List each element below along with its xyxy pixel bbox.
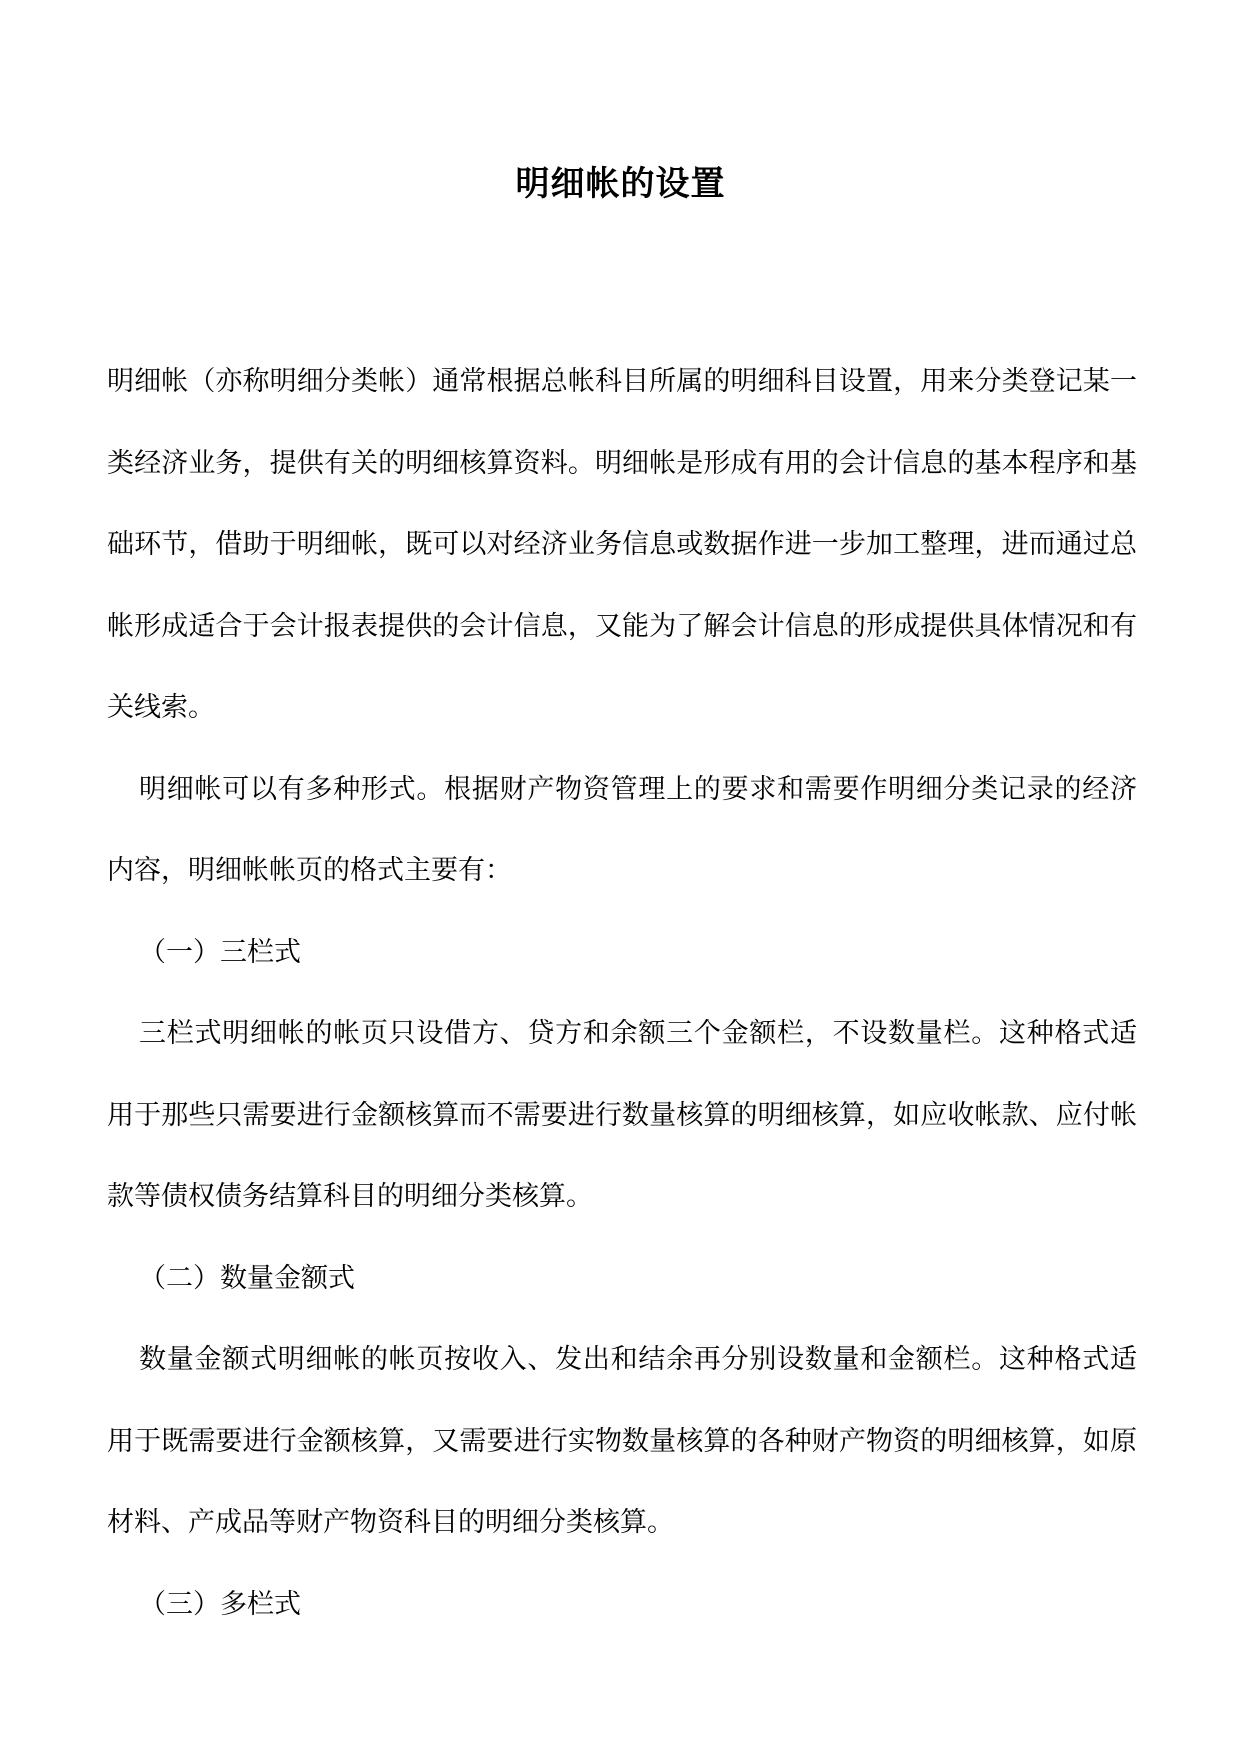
- document-body: [107, 341, 1137, 1645]
- paragraph-intro: 明细帐（亦称明细分类帐）通常根据总帐科目所属的明细科目设置，用来分类登记某一类经济业务，提供有关的明细核算资料。明细帐是形成有用的会计信息的基本程序和基础环节，借助于明细帐，既可以对经济业务信息或数据作进一步加工整理，进而通过总帐形成适合于会计报表提供的会计信息，又能为了解会计信息的形成提供具体情况和有关线索。: [107, 366, 1137, 723]
- section-heading-multi-column: （三）多栏式: [139, 1588, 301, 1620]
- page-title: 明细帐的设置: [515, 164, 726, 204]
- paragraph-three-column: 三栏式明细帐的帐页只设借方、贷方和余额三个金额栏，不设数量栏。这种格式适用于那些只需要进行金额核算而不需要进行数量核算的明细核算，如应收帐款、应付帐款等债权债务结算科目的明细分类核算。: [107, 1018, 1137, 1212]
- section-heading-quantity-amount: （二）数量金额式: [139, 1262, 355, 1294]
- paragraph-quantity-amount: 数量金额式明细帐的帐页按收入、发出和结余再分别设数量和金额栏。这种格式适用于既需要进行金额核算，又需要进行实物数量核算的各种财产物资的明细核算，如原材料、产成品等财产物资科目的明细分类核算。: [107, 1344, 1137, 1538]
- paragraph-forms: 明细帐可以有多种形式。根据财产物资管理上的要求和需要作明细分类记录的经济内容，明细帐帐页的格式主要有：: [107, 773, 1137, 886]
- section-heading-three-column: （一）三栏式: [139, 936, 301, 968]
